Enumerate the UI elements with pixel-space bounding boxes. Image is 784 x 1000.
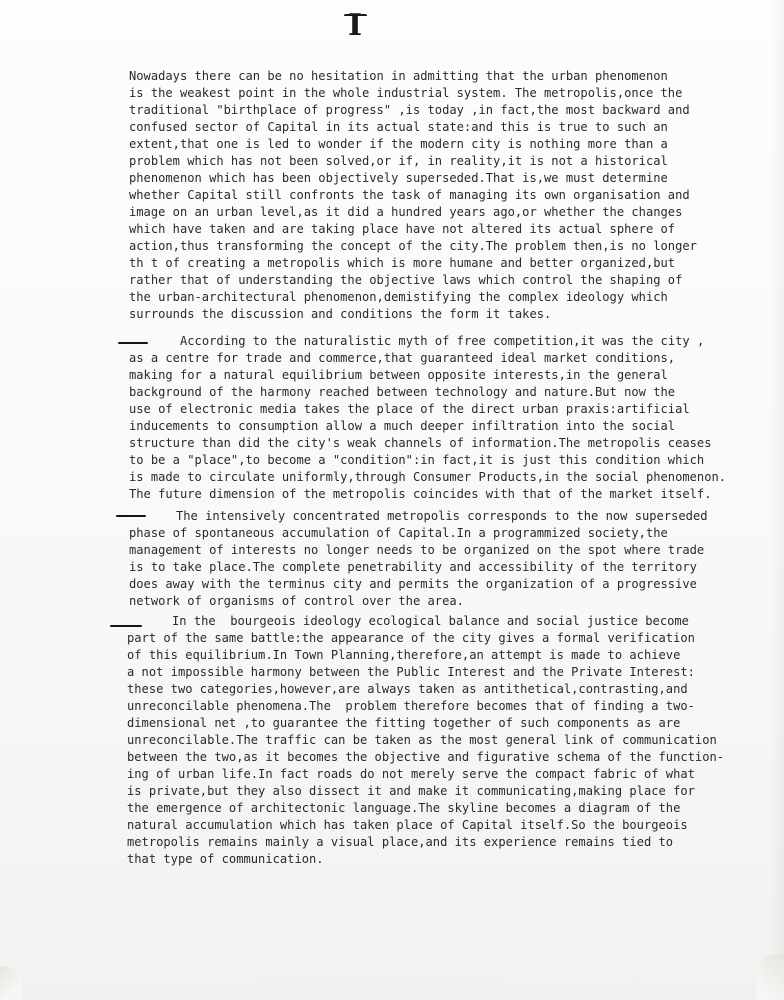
paragraph-mark-dash xyxy=(116,515,146,517)
paragraph-line: th t of creating a metropolis which is more humane and better organized,but xyxy=(129,256,676,270)
page-corner-curl-left xyxy=(0,966,22,1000)
paragraph-line: traditional "birthplace of progress" ,is today ,in fact,the most backward and xyxy=(129,103,690,117)
paragraph-line: the emergence of architectonic language.The skyline becomes a diagram of the xyxy=(127,801,681,815)
paragraph-line: extent,that one is led to wonder if the modern city is nothing more than a xyxy=(129,137,668,151)
paragraph-line: metropolis remains mainly a visual place,and its experience remains tied to xyxy=(127,835,674,849)
page-number: I xyxy=(348,8,364,43)
paragraph-line: Nowadays there can be no hesitation in admitting that the urban phenomenon xyxy=(129,69,668,83)
paragraph-line: image on an urban level,as it did a hundred years ago,or whether the changes xyxy=(129,205,683,219)
paragraph-line: part of the same battle:the appearance of the city gives a formal verification xyxy=(127,631,695,645)
paragraph-line: to be a "place",to become a "condition":in fact,it is just this condition which xyxy=(129,453,705,467)
paragraph-line: which have taken and are taking place have not altered its actual sphere of xyxy=(129,222,676,236)
paragraph-line: action,thus transforming the concept of the city.The problem then,is no longer xyxy=(129,239,697,253)
paragraph-line: network of organisms of control over the area. xyxy=(129,594,464,608)
paragraph-line: According to the naturalistic myth of free competition,it was the city , xyxy=(180,334,705,348)
paragraph-line: phase of spontaneous accumulation of Capital.In a programmized society,the xyxy=(129,526,668,540)
paragraph-line: making for a natural equilibrium between opposite interests,in the general xyxy=(129,368,668,382)
paragraph-line: unreconcilable phenomena.The problem therefore becomes that of finding a two- xyxy=(127,699,695,713)
paragraph-line: whether Capital still confronts the task of managing its own organisation and xyxy=(129,188,690,202)
paragraph-line: is made to circulate uniformly,through Consumer Products,in the social phenomenon. xyxy=(129,470,727,484)
paragraph-line: rather that of understanding the objective laws which control the shaping of xyxy=(129,273,683,287)
paragraph-line: surrounds the discussion and conditions the form it takes. xyxy=(129,307,552,321)
paragraph-line: In the bourgeois ideology ecological balance and social justice become xyxy=(172,614,689,628)
paragraph-line: is to take place.The complete penetrability and accessibility of the territory xyxy=(129,560,697,574)
paragraph-line: between the two,as it becomes the objective and figurative schema of the function- xyxy=(127,750,725,764)
paragraph-line: does away with the terminus city and permits the organization of a progressive xyxy=(129,577,697,591)
paragraph-line: natural accumulation which has taken place of Capital itself.So the bourgeois xyxy=(127,818,688,832)
paragraph-line: is private,but they also dissect it and make it communicating,making place for xyxy=(127,784,695,798)
paragraph-line: a not impossible harmony between the Public Interest and the Private Interest: xyxy=(127,665,695,679)
paragraph-line: dimensional net ,to guarantee the fitting together of such components as are xyxy=(127,716,681,730)
paragraph-line: unreconcilable.The traffic can be taken as the most general link of communication xyxy=(127,733,717,747)
paragraph-line: The future dimension of the metropolis coincides with that of the market itself. xyxy=(129,487,712,501)
paragraph-line: ing of urban life.In fact roads do not merely serve the compact fabric of what xyxy=(127,767,695,781)
page-corner-curl-right xyxy=(756,954,784,1000)
paragraph-line: phenomenon which has been objectively superseded.That is,we must determine xyxy=(129,171,668,185)
paragraph-line: problem which has not been solved,or if, in reality,it is not a historical xyxy=(129,154,668,168)
page-edge-shadow xyxy=(770,0,784,1000)
paragraph-line: management of interests no longer needs to be organized on the spot where trade xyxy=(129,543,705,557)
paragraph-line: background of the harmony reached between technology and nature.But now the xyxy=(129,385,676,399)
paragraph-mark-dash xyxy=(118,342,148,344)
paragraph-mark-dash xyxy=(110,625,142,627)
paragraph-line: is the weakest point in the whole industrial system. The metropolis,once the xyxy=(129,86,683,100)
paragraph-line: the urban-architectural phenomenon,demistifying the complex ideology which xyxy=(129,290,668,304)
paragraph-line: as a centre for trade and commerce,that guaranteed ideal market conditions, xyxy=(129,351,676,365)
paragraph-line: use of electronic media takes the place of the direct urban praxis:artificial xyxy=(129,402,690,416)
paragraph-line: these two categories,however,are always taken as antithetical,contrasting,and xyxy=(127,682,688,696)
paragraph-line: inducements to consumption allow a much deeper infiltration into the social xyxy=(129,419,676,433)
paragraph-line: The intensively concentrated metropolis corresponds to the now superseded xyxy=(176,509,708,523)
paragraph-line: structure than did the city's weak channels of information.The metropolis ceases xyxy=(129,436,712,450)
paragraph-line: confused sector of Capital in its actual state:and this is true to such an xyxy=(129,120,668,134)
paragraph-line: of this equilibrium.In Town Planning,therefore,an attempt is made to achieve xyxy=(127,648,681,662)
paragraph-line: that type of communication. xyxy=(127,852,324,866)
